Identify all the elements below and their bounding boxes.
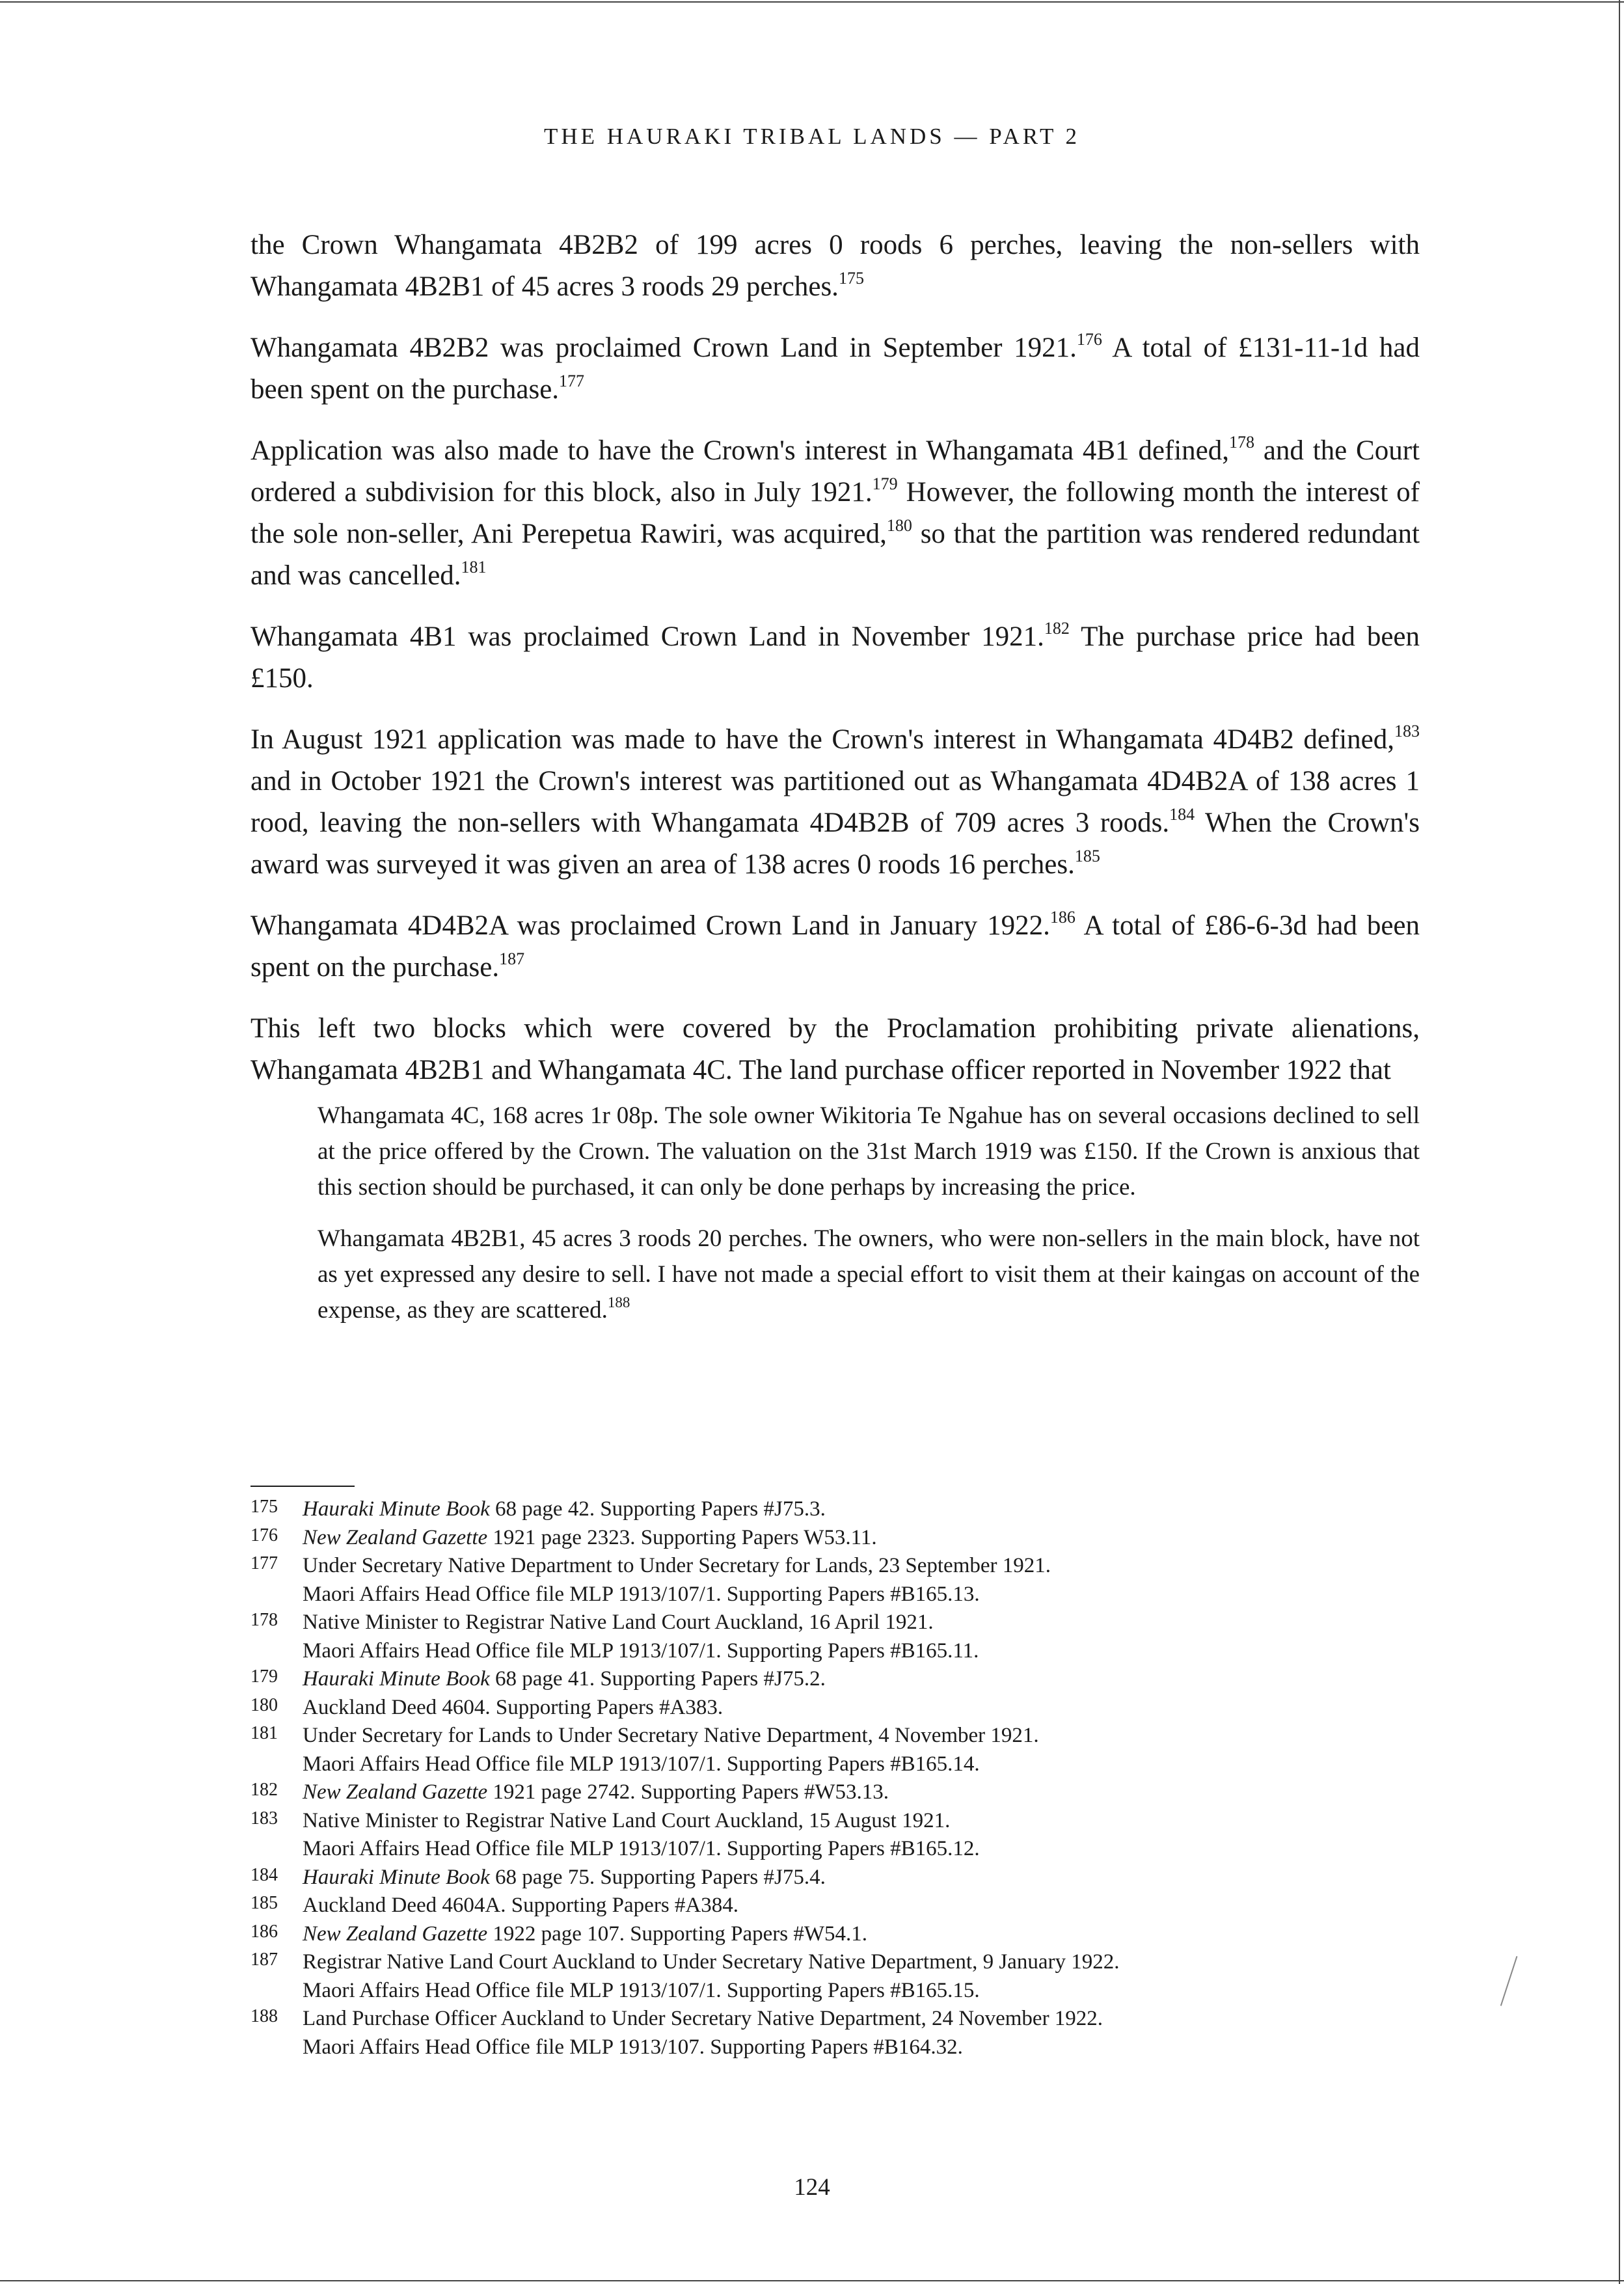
footnote-184 — [250, 1864, 1435, 1892]
footnote-text — [303, 1920, 1435, 1949]
footnote-number: 187 — [250, 1950, 278, 1970]
footnote-ref: 187 — [499, 949, 525, 968]
footnote-number: 178 — [250, 1610, 278, 1630]
paragraph-5: In August 1921 application was made to have the Crown's interest in Whangamata 4D4B2 defined,$^{183}$ and in October 1921 the Crown's interest was partitioned out as Whangamata 4D4B2A of 138 acres 1 rood, leaving the non-sellers with Whangamata 4D4B2B of 709 acres 3 roods.$^{184}$ When the Crown's award was surveyed it was given an area of 138 acres 0 roods 16 perches.$^{185}$ — [250, 722, 1420, 880]
footnote-line: Hauraki Minute Book 68 page 41. Supporting Papers #J75.2. — [303, 1667, 826, 1691]
footnote-line: New Zealand Gazette 1921 page 2323. Supporting Papers W53.11. — [303, 1525, 877, 1549]
footnote-number: 182 — [250, 1780, 278, 1800]
footnote-number: 184 — [250, 1864, 278, 1885]
scan-border-right — [1619, 0, 1620, 2284]
footnote-source-title: New Zealand Gazette — [303, 1922, 488, 1946]
footnote-line: Auckland Deed 4604. Supporting Papers #A383. — [303, 1695, 724, 1719]
paragraph-3: Application was also made to have the Crown's interest in Whangamata 4B1 defined,$^{178}$ and the Court ordered a subdivision for this block, also in July 1921.$^{179}$ However, the following month the interest of the sole non-seller, Ani Perepetua Rawiri, was acquired,$^{180}$ so that the partition was rendered redundant and was cancelled.$^{181}$ — [250, 433, 1420, 591]
footnote-line: Land Purchase Officer Auckland to Under Secretary Native Department, 24 November 1922. — [303, 2007, 1103, 2030]
quote-paragraph-2: Whangamata 4B2B1, 45 acres 3 roods 20 perches. The owners, who were non-sellers in the main block, have not as yet expressed any desire to sell. I have not made a special effort to visit them at their kaingas on account of the expense, as they are scattered.$^{188}$ — [318, 1225, 1420, 1324]
footnote-line: Registrar Native Land Court Auckland to Under Secretary Native Department, 9 January 1922. — [303, 1950, 1120, 1974]
footnote-line: Under Secretary Native Department to Under Secretary for Lands, 23 September 1921. — [303, 1554, 1051, 1577]
footnote-ref: 182 — [1044, 619, 1070, 638]
footnote-number: 183 — [250, 1808, 278, 1829]
footnote-line: New Zealand Gazette 1921 page 2742. Supporting Papers #W53.13. — [303, 1780, 889, 1804]
footnote-ref: 188 — [607, 1294, 630, 1311]
footnote-188 — [250, 2005, 1435, 2061]
footnote-text — [303, 1807, 1435, 1864]
footnote-ref: 181 — [461, 558, 487, 577]
footnote-line: Maori Affairs Head Office file MLP 1913/107/1. Supporting Papers #B165.14. — [303, 1752, 980, 1776]
footnote-source-title: Hauraki Minute Book — [303, 1667, 490, 1691]
footnote-182 — [250, 1778, 1435, 1807]
footnote-number: 179 — [250, 1666, 278, 1687]
paragraph-4: Whangamata 4B1 was proclaimed Crown Land in November 1921.$^{182}$ The purchase price had been £150. — [250, 619, 1420, 694]
footnote-line: Maori Affairs Head Office file MLP 1913/107/1. Supporting Papers #B165.11. — [303, 1638, 979, 1663]
footnote-line: Native Minister to Registrar Native Land Court Auckland, 15 August 1921. — [303, 1808, 951, 1832]
footnotes — [250, 1495, 1435, 2061]
footnote-178 — [250, 1609, 1435, 1665]
footnote-number: 185 — [250, 1893, 278, 1913]
footnote-source-title: Hauraki Minute Book — [303, 1497, 490, 1521]
footnote-text — [303, 1864, 1435, 1892]
running-header: THE HAURAKI TRIBAL LANDS — PART 2 — [543, 124, 1081, 149]
footnote-ref: 176 — [1076, 330, 1102, 349]
paragraph-2: Whangamata 4B2B2 was proclaimed Crown Land in September 1921.$^{176}$ A total of £131-11-1d had been spent on the purchase.$^{177}$ — [250, 330, 1420, 405]
footnote-line: Maori Affairs Head Office file MLP 1913/107/1. Supporting Papers #B165.12. — [303, 1837, 980, 1860]
footnote-number: 181 — [250, 1723, 278, 1743]
footnote-ref: 185 — [1074, 847, 1100, 865]
footnote-text — [303, 2005, 1435, 2061]
footnote-text — [303, 1948, 1435, 2005]
footnote-text — [303, 1694, 1435, 1722]
footnote-number: 177 — [250, 1553, 278, 1573]
margin-pencil-mark — [1500, 1956, 1520, 2007]
paragraph-1: the Crown Whangamata 4B2B2 of 199 acres 0 roods 6 perches, leaving the non-sellers with Whangamata 4B2B1 of 45 acres 3 roods 29 perches.$^{175}$ — [250, 230, 1420, 302]
footnote-number: 180 — [250, 1694, 278, 1715]
footnote-ref: 184 — [1169, 805, 1195, 824]
footnote-text — [303, 1609, 1435, 1665]
footnote-number: 175 — [250, 1497, 278, 1517]
footnote-number: 186 — [250, 1921, 278, 1942]
footnote-text — [303, 1552, 1435, 1609]
footnote-175 — [250, 1495, 1435, 1524]
footnote-line: Native Minister to Registrar Native Land Court Auckland, 16 April 1921. — [303, 1611, 934, 1634]
footnote-text — [303, 1892, 1435, 1920]
body-text — [250, 224, 1420, 1344]
footnote-176 — [250, 1524, 1435, 1553]
footnote-ref: 178 — [1229, 433, 1255, 452]
footnote-line: Under Secretary for Lands to Under Secretary Native Department, 4 November 1921. — [303, 1724, 1039, 1747]
footnote-text — [303, 1778, 1435, 1807]
footnote-source-title: Hauraki Minute Book — [303, 1865, 490, 1889]
scan-border-bottom — [0, 2280, 1624, 2281]
footnote-number: 176 — [250, 1525, 278, 1545]
footnote-ref: 180 — [886, 516, 912, 535]
footnote-text — [303, 1524, 1435, 1553]
block-quote — [318, 1098, 1420, 1328]
footnote-ref: 183 — [1394, 722, 1420, 741]
footnote-ref: 177 — [559, 372, 585, 390]
page-number: 124 — [794, 2174, 830, 2201]
footnote-line: Maori Affairs Head Office file MLP 1913/107. Supporting Papers #B164.32. — [303, 2035, 963, 2059]
footnote-180 — [250, 1694, 1435, 1722]
footnote-183 — [250, 1807, 1435, 1864]
footnote-186 — [250, 1920, 1435, 1949]
footnote-line: Maori Affairs Head Office file MLP 1913/107/1. Supporting Papers #B165.13. — [303, 1582, 980, 1606]
footnote-ref: 175 — [838, 269, 864, 288]
footnote-divider — [250, 1486, 355, 1487]
footnote-177 — [250, 1552, 1435, 1609]
paragraph-7: This left two blocks which were covered by the Proclamation prohibiting private alienations, Whangamata 4B2B1 and Whangamata 4C. The land purchase officer reported in November 1922 that — [250, 1013, 1420, 1085]
footnote-179 — [250, 1665, 1435, 1694]
footnote-185 — [250, 1892, 1435, 1920]
footnote-line: Auckland Deed 4604A. Supporting Papers #A384. — [303, 1894, 738, 1917]
footnote-line: New Zealand Gazette 1922 page 107. Supporting Papers #W54.1. — [303, 1922, 868, 1946]
footnote-181 — [250, 1722, 1435, 1778]
footnote-line: Maori Affairs Head Office file MLP 1913/107/1. Supporting Papers #B165.15. — [303, 1978, 980, 2002]
paragraph-6: Whangamata 4D4B2A was proclaimed Crown Land in January 1922.$^{186}$ A total of £86-6-3d had been spent on the purchase.$^{187}$ — [250, 908, 1420, 983]
footnote-source-title: New Zealand Gazette — [303, 1780, 488, 1804]
footnote-text — [303, 1665, 1435, 1694]
footnote-text — [303, 1722, 1435, 1778]
footnote-ref: 186 — [1049, 908, 1076, 927]
quote-paragraph-1: Whangamata 4C, 168 acres 1r 08p. The sole owner Wikitoria Te Ngahue has on several occasions declined to sell at the price offered by the Crown. The valuation on the 31st March 1919 was £150. If the Crown is anxious that this section should be purchased, it can only be done perhaps by increasing the price. — [318, 1102, 1420, 1201]
footnote-source-title: New Zealand Gazette — [303, 1525, 488, 1549]
footnote-187 — [250, 1948, 1435, 2005]
footnote-line: Hauraki Minute Book 68 page 75. Supporting Papers #J75.4. — [303, 1865, 826, 1889]
footnote-text — [303, 1495, 1435, 1524]
footnote-number: 188 — [250, 2006, 278, 2026]
scan-border-top — [0, 1, 1624, 3]
footnote-line: Hauraki Minute Book 68 page 42. Supporting Papers #J75.3. — [303, 1497, 826, 1521]
footnote-ref: 179 — [872, 474, 898, 493]
